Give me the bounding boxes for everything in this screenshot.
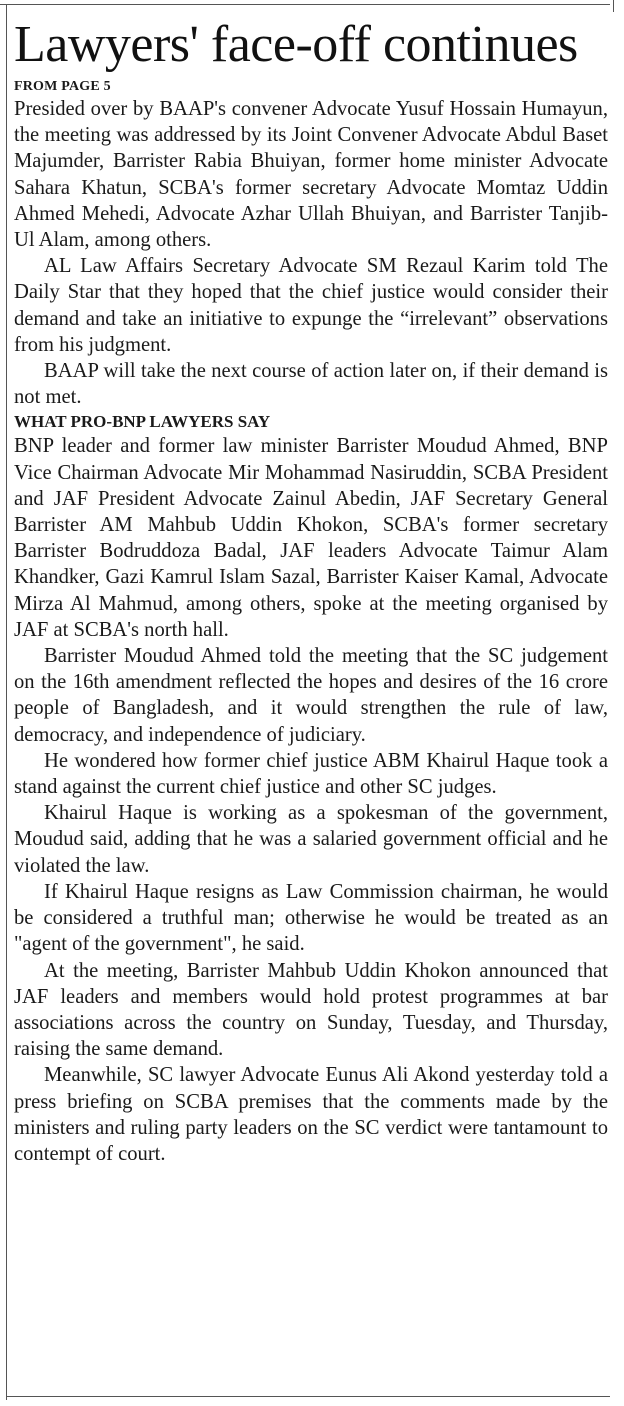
top-rule (0, 4, 610, 5)
jump-label: FROM PAGE 5 (14, 79, 111, 94)
left-column-rule (6, 4, 7, 1400)
body-paragraph: If Khairul Haque resigns as Law Commission chairman, he would be considered a truthful man; otherwise he would be treated as an "agent of the government", he said. (14, 880, 608, 956)
body-paragraph: At the meeting, Barrister Mahbub Uddin Khokon announced that JAF leaders and members would hold protest programmes at bar associations across the country on Sunday, Tuesday, and Thursday, raising the same demand. (14, 959, 608, 1061)
subheading: WHAT PRO-BNP LAWYERS SAY (14, 412, 271, 432)
body-paragraph: Presided over by BAAP's convener Advocate Yusuf Hossain Humayun, the meeting was addressed by its Joint Convener Advocate Abdul Baset Majumder, Barrister Rabia Bhuiyan, former home minister Advocate Sahara Khatun, SCBA's former secretary Advocate Momtaz Uddin Ahmed Mehedi, Advocate Azhar Ullah Bhuiyan, and Barrister Tanjib-Ul Alam, among others. (14, 98, 608, 252)
body-paragraph: Meanwhile, SC lawyer Advocate Eunus Ali Akond yesterday told a press briefing on SCBA premises that the comments made by the ministers and ruling party leaders on the SC verdict were tantamount to contempt of court. (14, 1064, 608, 1165)
body-paragraph: Barrister Moudud Ahmed told the meeting that the SC judgement on the 16th amendment reflected the hopes and desires of the 16 crore people of Bangladesh, and it would strengthen the rule of law, democracy, and independence of judiciary. (14, 645, 608, 746)
news-article (14, 14, 608, 1167)
body-paragraph: BAAP will take the next course of action later on, if their demand is not met. (14, 360, 608, 409)
body-paragraph: Khairul Haque is working as a spokesman of the government, Moudud said, adding that he was a salaried government official and he violated the law. (14, 802, 608, 877)
right-column-rule (613, 0, 614, 12)
bottom-rule (6, 1396, 610, 1397)
body-paragraph: AL Law Affairs Secretary Advocate SM Rezaul Karim told The Daily Star that they hoped that the chief justice would consider their demand and take an initiative to expunge the “irrelevant” observations from his judgment. (14, 255, 608, 356)
headline: Lawyers' face-off continues (14, 16, 578, 73)
body-paragraph: He wondered how former chief justice ABM Khairul Haque took a stand against the current chief justice and other SC judges. (14, 749, 608, 799)
body-paragraph: BNP leader and former law minister Barrister Moudud Ahmed, BNP Vice Chairman Advocate Mir Mohammad Nasiruddin, SCBA President and JAF President Advocate Zainul Abedin, JAF Secretary General Barrister AM Mahbub Uddin Khokon, SCBA's former secretary Barrister Bodruddoza Badal, JAF leaders Advocate Taimur Alam Khandker, Gazi Kamrul Islam Sazal, Barrister Kaiser Kamal, Advocate Mirza Al Mahmud, among others, spoke at the meeting organised by JAF at SCBA's north hall. (14, 435, 608, 641)
